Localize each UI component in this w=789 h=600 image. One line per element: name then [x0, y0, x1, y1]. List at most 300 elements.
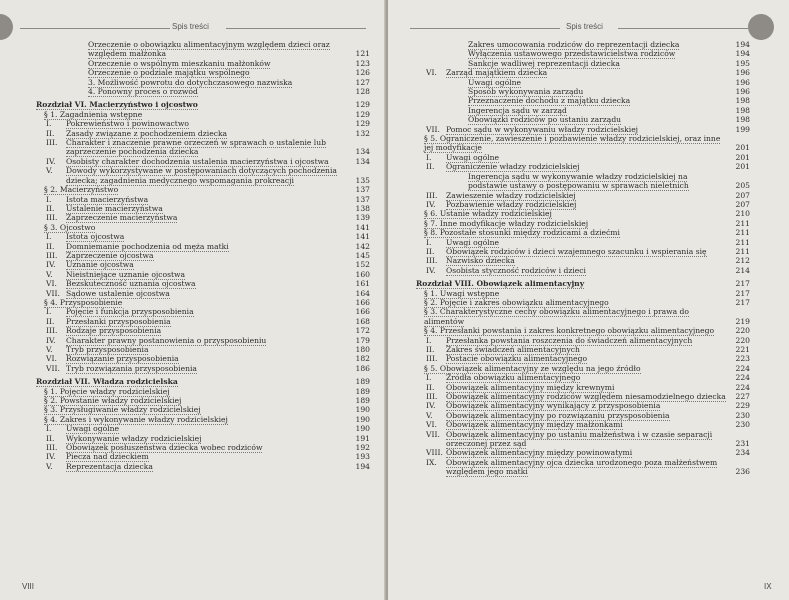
toc-entry-page: 234 — [735, 448, 750, 458]
toc-entry-number: III. — [426, 392, 438, 402]
toc-entry-page: 199 — [735, 124, 750, 134]
toc-entry-page: 210 — [735, 209, 750, 219]
toc-entry-title: Zarząd majątkiem dziecka — [446, 68, 548, 78]
toc-entry — [416, 96, 750, 105]
toc-entry — [416, 68, 750, 77]
toc-entry-title: Pomoc sądu w wykonywaniu władzy rodzicielskiej — [446, 124, 639, 134]
toc-entry-page: 217 — [735, 288, 750, 298]
toc-entry-title: 3. Możliwość powrotu do dotychczasowego nazwiska — [88, 77, 293, 87]
toc-entry-title: Charakter i znaczenie prawne orzeczeń w sprawach o ustalenie lub zaprzeczenie pochodzenia dziecka — [66, 138, 326, 157]
toc-entry — [416, 238, 750, 247]
toc-entry-title: Rozdział VIII. Obowiązek alimentacyjny — [416, 279, 585, 289]
toc-entry-title: Zasady związane z pochodzeniem dziecka — [66, 128, 228, 138]
toc-entry-title: Sankcje wadliwej reprezentacji dziecka — [468, 58, 620, 68]
toc-entry-title: Tryb rozwiązania przysposobienia — [66, 363, 197, 373]
toc-entry — [36, 387, 370, 396]
toc-entry-title: § 6. Ustanie władzy rodzicielskiej — [424, 209, 552, 219]
toc-list — [36, 40, 370, 471]
toc-entry — [416, 125, 750, 134]
toc-chapter-entry — [36, 100, 370, 109]
toc-entry — [36, 138, 370, 157]
toc-entry-title: Dowody wykorzystywane w postępowaniach dotyczących pochodzenia dziecka; zagadnienia medycznego wspomagania prokreacji — [66, 166, 337, 185]
toc-entry — [36, 185, 370, 194]
toc-entry-number: IV. — [46, 335, 56, 345]
toc-entry — [36, 59, 370, 68]
header-rule — [410, 28, 560, 29]
toc-entry-page: 217 — [735, 297, 750, 307]
toc-entry — [36, 40, 370, 59]
toc-entry-page: 198 — [735, 105, 750, 115]
toc-entry-number: V. — [46, 345, 53, 354]
toc-entry-number: III. — [46, 213, 58, 223]
toc-entry-number: II. — [426, 345, 435, 354]
toc-entry-page: 236 — [735, 467, 750, 477]
toc-entry-number: I. — [426, 373, 432, 383]
toc-chapter-entry — [416, 279, 750, 288]
toc-entry-title: Ingerencja sądu w zarząd — [468, 105, 567, 115]
toc-entry — [416, 256, 750, 265]
toc-entry-title: Postacie obowiązku alimentacyjnego — [446, 354, 588, 364]
toc-entry-title: Nieistniejące uznanie ojcostwa — [66, 269, 186, 279]
toc-entry-page: 219 — [735, 316, 750, 326]
toc-entry-title: § 8. Pozostałe stosunki między rodzicami a dziećmi — [424, 228, 620, 238]
toc-entry — [416, 209, 750, 218]
toc-entry — [416, 247, 750, 256]
toc-entry — [36, 354, 370, 363]
toc-entry — [36, 251, 370, 260]
toc-entry — [36, 298, 370, 307]
toc-entry-page: 212 — [735, 256, 750, 266]
toc-entry-page: 138 — [355, 203, 370, 213]
toc-entry — [36, 129, 370, 138]
toc-entry — [36, 462, 370, 471]
toc-entry-page: 142 — [355, 241, 370, 251]
toc-entry-page: 141 — [355, 222, 370, 232]
toc-entry-page: 196 — [735, 87, 750, 97]
toc-entry-page: 127 — [355, 77, 370, 87]
toc-entry-title: Zakres umocowania rodziców do reprezentacji dziecka — [468, 40, 680, 49]
toc-entry — [36, 415, 370, 424]
toc-entry-page: 224 — [735, 363, 750, 373]
header-rule — [226, 28, 366, 29]
toc-entry — [416, 162, 750, 171]
toc-entry-page: 192 — [355, 443, 370, 453]
toc-entry — [36, 317, 370, 326]
toc-entry-page: 123 — [355, 58, 370, 68]
toc-entry-number: V. — [46, 461, 53, 471]
toc-entry — [36, 68, 370, 77]
toc-entry-number: III. — [426, 256, 438, 266]
toc-entry-title: Uwagi ogólne — [66, 424, 119, 434]
toc-entry-title: Zakres świadczeń alimentacyjnych — [446, 345, 580, 354]
toc-entry-title: § 1. Pojęcie władzy rodzicielskiej — [44, 386, 170, 396]
toc-entry-page: 214 — [735, 265, 750, 275]
toc-entry — [36, 78, 370, 87]
toc-entry — [36, 166, 370, 185]
toc-entry-number: I. — [46, 424, 52, 434]
toc-entry-page: 166 — [355, 297, 370, 307]
toc-entry-number: II. — [46, 241, 55, 251]
toc-entry-number: I. — [426, 335, 432, 345]
toc-entry-title: § 3. Ojcostwo — [44, 222, 96, 232]
toc-entry-title: Charakter prawny postanowienia o przysposobieniu — [66, 335, 267, 345]
toc-entry-number: III. — [46, 443, 58, 453]
toc-entry-title: § 1. Uwagi wstępne — [424, 288, 500, 298]
toc-entry-page: 196 — [735, 68, 750, 78]
toc-entry-page: 137 — [355, 185, 370, 195]
toc-entry — [36, 157, 370, 166]
page-number: IX — [764, 582, 772, 591]
toc-entry-title: Uwagi ogólne — [446, 237, 499, 247]
toc-entry-number: VII. — [46, 363, 60, 373]
toc-entry-page: 189 — [355, 386, 370, 396]
toc-entry-title: Orzeczenie o wspólnym mieszkaniu małżonków — [88, 58, 271, 68]
toc-entry-title: Wyłączenia ustawowego przedstawicielstwa rodziców — [468, 49, 676, 59]
toc-entry-title: Ustalenie macierzyństwa — [66, 203, 163, 213]
toc-entry-page: 211 — [735, 237, 750, 247]
toc-entry-title: Rozwiązanie przysposobienia — [66, 354, 179, 364]
toc-entry — [36, 270, 370, 279]
toc-entry-title: Piecza nad dzieckiem — [66, 452, 149, 462]
toc-entry — [36, 326, 370, 335]
toc-entry-page: 121 — [355, 49, 370, 59]
toc-entry-number: IX. — [426, 457, 437, 467]
toc-entry — [416, 373, 750, 382]
toc-entry — [416, 200, 750, 209]
toc-entry-title: Pozbawienie władzy rodzicielskiej — [446, 199, 577, 209]
toc-entry-page: 194 — [735, 40, 750, 49]
toc-entry — [416, 153, 750, 162]
toc-entry-title: Obowiązek alimentacyjny po ustaniu małżeństwa i w czasie separacji orzeczonej przez sąd — [446, 429, 713, 449]
toc-entry-page: 193 — [355, 452, 370, 462]
running-header: Spis treści — [172, 22, 209, 31]
toc-entry-title: Obowiązek alimentacyjny między małżonkami — [446, 420, 623, 430]
toc-entry — [36, 242, 370, 251]
toc-entry — [36, 336, 370, 345]
toc-entry — [36, 396, 370, 405]
toc-entry-page: 205 — [735, 181, 750, 191]
toc-entry — [416, 191, 750, 200]
toc-entry — [36, 279, 370, 288]
toc-entry-title: Przesłanki przysposobienia — [66, 316, 171, 326]
toc-entry — [416, 115, 750, 124]
toc-entry — [36, 110, 370, 119]
toc-entry-title: Obowiązek posłuszeństwa dziecka wobec rodziców — [66, 443, 263, 453]
toc-entry-page: 139 — [355, 213, 370, 223]
toc-entry-page: 128 — [355, 87, 370, 97]
toc-entry — [416, 411, 750, 420]
toc-entry-title: Ograniczenie władzy rodzicielskiej — [446, 162, 580, 172]
toc-entry-title: Rozdział VII. Władza rodzicielska — [36, 377, 178, 387]
toc-entry-title: Obowiązek rodziców i dzieci wzajemnego szacunku i wspierania się — [446, 246, 707, 256]
toc-entry — [36, 424, 370, 433]
toc-entry-title: Źródła obowiązku alimentacyjnego — [446, 373, 581, 383]
toc-chapter-entry — [36, 377, 370, 386]
toc-entry-page: 189 — [355, 396, 370, 406]
toc-entry-number: I. — [426, 237, 432, 247]
toc-entry — [416, 40, 750, 49]
toc-entry — [36, 204, 370, 213]
toc-entry-title: § 4. Przesłanki powstania i zakres konkretnego obowiązku alimentacyjnego — [424, 326, 715, 336]
toc-entry — [416, 134, 750, 153]
toc-entry-title: Sądowe ustalenie ojcostwa — [66, 288, 170, 298]
toc-entry-title: Obowiązek alimentacyjny rodziców względem niesamodzielnego dziecka — [446, 392, 726, 402]
toc-entry-title: Pojęcie i funkcja przysposobienia — [66, 307, 194, 317]
toc-entry-title: § 2. Powstanie władzy rodzicielskiej — [44, 396, 182, 406]
toc-entry-page: 198 — [735, 115, 750, 125]
toc-entry — [416, 336, 750, 345]
header-rule — [618, 28, 748, 29]
toc-entry-page: 207 — [735, 190, 750, 200]
toc-entry-page: 227 — [735, 392, 750, 402]
toc-entry-title: Obowiązki rodziców po ustaniu zarządu — [468, 115, 622, 125]
toc-entry — [36, 260, 370, 269]
toc-entry-title: § 3. Charakterystyczne cechy obowiązku alimentacyjnego i prawa do alimentów — [424, 307, 689, 326]
toc-entry-title: Zaprzeczenie macierzyństwa — [66, 213, 178, 223]
toc-entry-number: I. — [46, 194, 52, 204]
toc-entry-number: VI. — [426, 68, 437, 78]
toc-entry-page: 231 — [735, 439, 750, 449]
toc-entry-number: V. — [426, 410, 433, 420]
toc-entry — [36, 364, 370, 373]
toc-entry-page: 191 — [355, 433, 370, 443]
toc-entry-number: IV. — [46, 156, 56, 166]
toc-entry — [416, 307, 750, 326]
toc-entry-page: 230 — [735, 410, 750, 420]
toc-entry-number: VII. — [426, 124, 440, 134]
toc-entry — [416, 228, 750, 237]
toc-entry-page: 207 — [735, 199, 750, 209]
toc-entry-page: 194 — [735, 49, 750, 59]
toc-entry-title: § 2. Macierzyństwo — [44, 185, 119, 195]
toc-entry-number: IV. — [426, 265, 436, 275]
toc-entry-number: III. — [426, 354, 438, 364]
toc-entry — [36, 195, 370, 204]
toc-entry — [416, 78, 750, 87]
toc-entry-page: 211 — [735, 218, 750, 228]
toc-entry-title: § 2. Pojęcie i zakres obowiązku alimentacyjnego — [424, 297, 609, 307]
toc-entry-page: 201 — [735, 162, 750, 172]
toc-entry-page: 129 — [355, 119, 370, 129]
page-number: VIII — [22, 582, 35, 591]
left-page — [0, 0, 386, 600]
toc-entry — [36, 307, 370, 316]
toc-entry-title: Obowiązek alimentacyjny ojca dziecka urodzonego poza małżeństwem względem jego matki — [446, 457, 718, 477]
toc-entry-page: 129 — [355, 109, 370, 119]
toc-entry-page: 132 — [355, 128, 370, 138]
toc-entry-title: Pokrewieństwo i powinowactwo — [66, 119, 189, 129]
toc-entry-page: 201 — [735, 152, 750, 162]
toc-entry — [36, 434, 370, 443]
toc-entry-title: Obowiązek alimentacyjny po rozwiązaniu przysposobienia — [446, 410, 670, 420]
toc-entry-title: Istota macierzyństwa — [66, 194, 149, 204]
toc-entry-title: Osobista styczność rodziców i dzieci — [446, 265, 586, 275]
toc-entry-page: 129 — [355, 100, 370, 110]
toc-entry-number: IV. — [46, 452, 56, 462]
toc-entry-page: 152 — [355, 260, 370, 270]
toc-entry-number: II. — [46, 203, 55, 213]
toc-entry — [36, 405, 370, 414]
toc-entry-page: 201 — [735, 143, 750, 153]
toc-entry-number: II. — [426, 162, 435, 172]
toc-entry-number: I. — [426, 152, 432, 162]
toc-entry — [36, 443, 370, 452]
toc-entry-number: II. — [426, 382, 435, 392]
toc-entry — [416, 326, 750, 335]
toc-entry-number: II. — [46, 316, 55, 326]
toc-entry-number: VIII. — [426, 448, 443, 458]
toc-entry-title: Bezskuteczność uznania ojcostwa — [66, 279, 196, 289]
toc-entry — [36, 213, 370, 222]
toc-entry-page: 221 — [735, 345, 750, 354]
toc-entry — [416, 106, 750, 115]
toc-entry-page: 211 — [735, 228, 750, 238]
toc-entry-page: 186 — [355, 363, 370, 373]
toc-entry-page: 161 — [355, 279, 370, 289]
toc-entry-number: I. — [46, 119, 52, 129]
toc-entry — [416, 49, 750, 58]
toc-entry-number: IV. — [426, 401, 436, 411]
toc-entry-title: Tryb przysposobienia — [66, 345, 149, 354]
toc-entry-page: 223 — [735, 354, 750, 364]
toc-entry-title: Reprezentacja dziecka — [66, 461, 153, 471]
toc-entry-title: § 5. Ograniczenie, zawieszenie i pozbawienie władzy rodzicielskiej, oraz inne jej modyfikacje — [424, 134, 721, 153]
toc-entry-number: VI. — [46, 279, 57, 289]
toc-entry-title: § 4. Zakres i wykonywanie władzy rodzicielskiej — [44, 414, 228, 424]
toc-entry-page: 135 — [355, 175, 370, 185]
toc-entry-title: Orzeczenie o podziale majątku wspólnego — [88, 68, 250, 78]
toc-entry — [416, 345, 750, 354]
toc-entry-page: 179 — [355, 335, 370, 345]
right-page — [388, 0, 789, 600]
toc-entry-title: Domniemanie pochodzenia od męża matki — [66, 241, 229, 251]
toc-entry-page: 166 — [355, 307, 370, 317]
toc-entry — [416, 266, 750, 275]
toc-entry-number: VI. — [426, 420, 437, 430]
toc-entry-title: Rodzaje przysposobienia — [66, 326, 162, 336]
toc-entry-number: V. — [46, 269, 53, 279]
toc-entry — [36, 119, 370, 128]
toc-entry-number: III. — [46, 138, 58, 148]
toc-entry-title: § 3. Przysługiwanie władzy rodzicielskiej — [44, 405, 201, 415]
toc-list — [416, 40, 750, 477]
toc-entry-page: 126 — [355, 68, 370, 78]
toc-entry-number: I. — [46, 307, 52, 317]
toc-entry-number: III. — [426, 190, 438, 200]
toc-entry-page: 141 — [355, 232, 370, 242]
toc-entry-page: 172 — [355, 326, 370, 336]
toc-entry-page: 160 — [355, 269, 370, 279]
toc-entry-title: § 5. Obowiązek alimentacyjny ze względu na jego źródło — [424, 363, 641, 373]
toc-entry-title: Zawieszenie władzy rodzicielskiej — [446, 190, 576, 200]
toc-entry — [36, 345, 370, 354]
toc-entry — [416, 401, 750, 410]
toc-entry-number: I. — [46, 232, 52, 242]
toc-entry-title: Przesłanka powstania roszczenia do świadczeń alimentacyjnych — [446, 335, 693, 345]
toc-entry-page: 180 — [355, 345, 370, 354]
toc-entry — [36, 289, 370, 298]
toc-entry-page: 224 — [735, 373, 750, 383]
toc-entry-page: 229 — [735, 401, 750, 411]
toc-entry-page: 190 — [355, 424, 370, 434]
toc-entry-number: II. — [46, 433, 55, 443]
toc-entry-title: Orzeczenie o obowiązku alimentacyjnym względem dzieci oraz względem małżonka — [88, 40, 330, 59]
toc-entry — [416, 420, 750, 429]
toc-entry-page: 198 — [735, 96, 750, 106]
running-header: Spis treści — [566, 22, 603, 31]
page-corner-mark — [748, 14, 774, 40]
toc-entry-page: 134 — [355, 156, 370, 166]
toc-entry — [36, 87, 370, 96]
toc-entry-number: III. — [46, 326, 58, 336]
toc-entry-title: Obowiązek alimentacyjny wynikający z przysposobienia — [446, 401, 661, 411]
toc-entry-page: 195 — [735, 58, 750, 68]
toc-entry-page: 189 — [355, 377, 370, 387]
toc-entry-page: 134 — [355, 147, 370, 157]
toc-entry-page: 164 — [355, 288, 370, 298]
toc-entry-title: Obowiązek alimentacyjny między krewnymi — [446, 382, 615, 392]
toc-entry — [416, 392, 750, 401]
toc-entry — [36, 232, 370, 241]
toc-entry-page: 190 — [355, 405, 370, 415]
toc-entry-number: IV. — [46, 260, 56, 270]
toc-entry — [416, 448, 750, 457]
toc-entry-page: 217 — [735, 279, 750, 289]
toc-entry-page: 196 — [735, 77, 750, 87]
toc-entry-title: § 4. Przysposobienie — [44, 297, 123, 307]
toc-entry-title: Istota ojcostwa — [66, 232, 125, 242]
toc-entry-title: Obowiązek alimentacyjny między powinowatymi — [446, 448, 633, 458]
toc-entry — [416, 364, 750, 373]
toc-entry-number: VI. — [46, 354, 57, 364]
toc-entry — [416, 87, 750, 96]
toc-entry-number: VII. — [46, 288, 60, 298]
toc-entry — [36, 223, 370, 232]
toc-entry — [416, 59, 750, 68]
toc-entry-number: VII. — [426, 429, 440, 439]
toc-entry-title: 4. Ponowny proces o rozwód — [88, 87, 198, 97]
toc-entry-number: V. — [46, 166, 53, 176]
toc-entry-title: Rozdział VI. Macierzyństwo i ojcostwo — [36, 100, 198, 110]
toc-entry-page: 194 — [355, 461, 370, 471]
toc-entry-title: Sposób wykonywania zarządu — [468, 87, 584, 97]
toc-entry-number: IV. — [426, 199, 436, 209]
toc-entry-title: § 7. Inne modyfikacje władzy rodzicielskiej — [424, 218, 589, 228]
toc-entry — [36, 452, 370, 461]
toc-entry-title: Przeznaczenie dochodu z majątku dziecka — [468, 96, 631, 106]
toc-entry — [416, 383, 750, 392]
toc-entry-page: 230 — [735, 420, 750, 430]
toc-entry — [416, 289, 750, 298]
toc-entry — [416, 219, 750, 228]
toc-entry-page: 220 — [735, 326, 750, 336]
toc-entry-page: 145 — [355, 250, 370, 260]
toc-entry-page: 211 — [735, 246, 750, 256]
header-rule — [20, 28, 170, 29]
toc-entry — [416, 458, 750, 477]
toc-entry-title: Uwagi ogólne — [446, 152, 499, 162]
toc-entry-title: Ingerencja sądu w wykonywanie władzy rodzicielskiej na podstawie ustawy o postępowaniu w sprawach nieletnich — [468, 171, 689, 191]
toc-entry-title: Wykonywanie władzy rodzicielskiej — [66, 433, 202, 443]
toc-entry — [416, 298, 750, 307]
toc-entry-number: III. — [46, 250, 58, 260]
toc-entry-page: 220 — [735, 335, 750, 345]
toc-entry-title: Uwagi ogólne — [468, 77, 521, 87]
toc-entry-title: § 1. Zagadnienia wstępne — [44, 109, 143, 119]
toc-entry-number: II. — [426, 246, 435, 256]
toc-entry-title: Nazwisko dziecka — [446, 256, 515, 266]
toc-entry-number: II. — [46, 128, 55, 138]
